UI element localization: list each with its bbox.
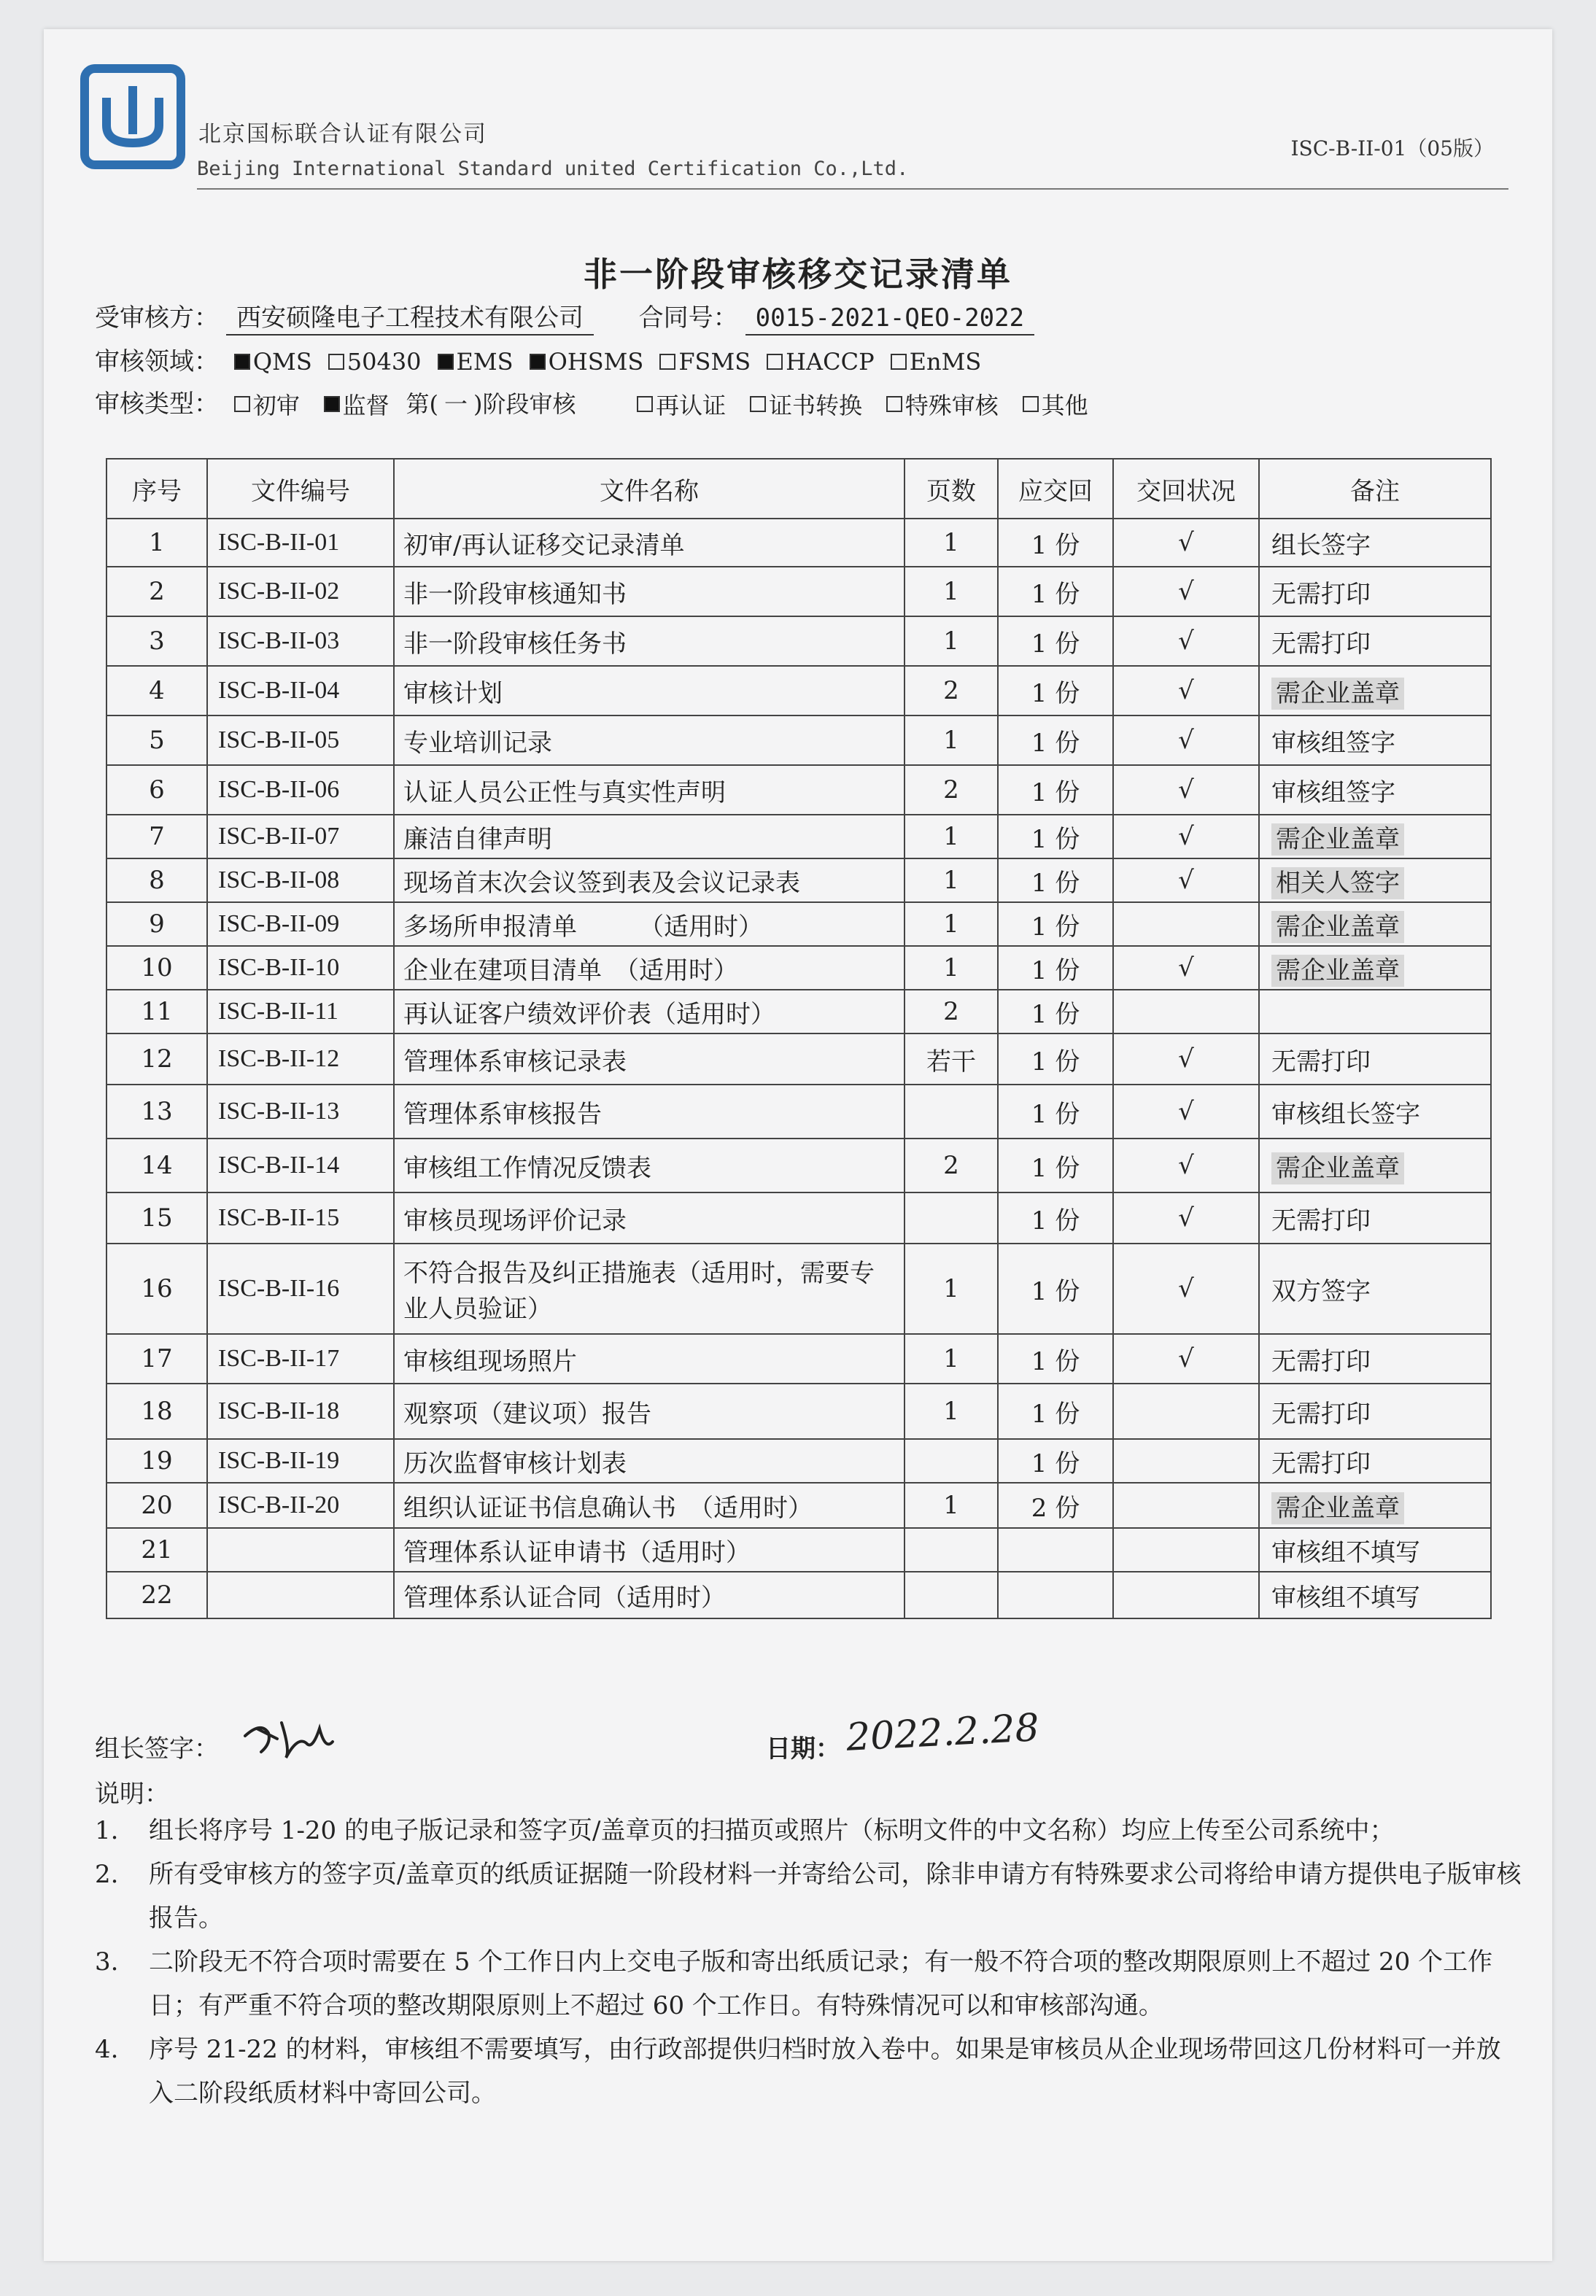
auditee-value: 西安硕隆电子工程技术有限公司 xyxy=(226,303,594,336)
table-row xyxy=(106,902,1491,946)
table-row xyxy=(106,1139,1491,1192)
return-status xyxy=(1113,1439,1259,1483)
return-status: √ xyxy=(1113,765,1259,815)
due-count: 1 份 xyxy=(998,765,1113,815)
remark-text: 需企业盖章 xyxy=(1271,823,1404,856)
row-number: 21 xyxy=(106,1528,207,1572)
page-count: 1 xyxy=(904,815,998,858)
contract-value: 0015-2021-QEO-2022 xyxy=(745,303,1034,336)
return-status: √ xyxy=(1113,666,1259,715)
due-count: 1 份 xyxy=(998,1384,1113,1439)
audit-fields-row xyxy=(95,341,997,377)
page-count xyxy=(904,1192,998,1244)
return-status: √ xyxy=(1113,567,1259,616)
document-name: 现场首末次会议签到表及会议记录表 xyxy=(394,858,904,902)
row-number: 14 xyxy=(106,1139,207,1192)
remark: 审核组不填写 xyxy=(1259,1528,1491,1572)
note-number: 2. xyxy=(95,1860,119,1889)
document-name: 审核员现场评价记录 xyxy=(394,1192,904,1244)
table-row xyxy=(106,567,1491,616)
row-number: 8 xyxy=(106,858,207,902)
document-code: ISC-B-II-06 xyxy=(207,765,394,815)
due-count: 1 份 xyxy=(998,946,1113,990)
type-other-checkbox[interactable]: 其他 xyxy=(1023,387,1088,421)
return-status xyxy=(1113,1572,1259,1618)
document-name: 再认证客户绩效评价表（适用时） xyxy=(394,990,904,1033)
table-row xyxy=(106,1085,1491,1139)
document-name: 非一阶段审核通知书 xyxy=(394,567,904,616)
document-name: 认证人员公正性与真实性声明 xyxy=(394,765,904,815)
column-header: 页数 xyxy=(904,459,998,519)
document-code: ISC-B-II-08 xyxy=(207,858,394,902)
row-number: 4 xyxy=(106,666,207,715)
remark xyxy=(1259,666,1491,715)
table-row xyxy=(106,946,1491,990)
table-row xyxy=(106,1192,1491,1244)
handwritten-signature xyxy=(239,1707,349,1765)
checkbox-checked-icon xyxy=(530,354,546,370)
table-row xyxy=(106,815,1491,858)
return-status xyxy=(1113,990,1259,1033)
due-count: 1 份 xyxy=(998,858,1113,902)
row-number: 1 xyxy=(106,519,207,567)
row-number: 22 xyxy=(106,1572,207,1618)
type-transfer-checkbox[interactable]: 证书转换 xyxy=(750,387,862,421)
auditee-row xyxy=(95,298,1034,333)
document-code: ISC-B-II-17 xyxy=(207,1334,394,1384)
document-code: ISC-B-II-09 xyxy=(207,902,394,946)
due-count: 1 份 xyxy=(998,1192,1113,1244)
table-row xyxy=(106,765,1491,815)
company-logo-icon xyxy=(80,64,185,169)
audit-types-label: 审核类型： xyxy=(95,389,219,419)
due-count: 1 份 xyxy=(998,1334,1113,1384)
column-header: 备注 xyxy=(1259,459,1491,519)
column-header: 序号 xyxy=(106,459,207,519)
note-item xyxy=(95,1940,1525,2028)
document-code: ISC-B-II-14 xyxy=(207,1139,394,1192)
page-count: 1 xyxy=(904,567,998,616)
remark xyxy=(1259,902,1491,946)
document-code: ISC-B-II-02 xyxy=(207,567,394,616)
remark-text: 需企业盖章 xyxy=(1271,1492,1404,1524)
document-code: ISC-B-II-07 xyxy=(207,815,394,858)
row-number: 9 xyxy=(106,902,207,946)
document-code: ISC-B-II-20 xyxy=(207,1483,394,1528)
column-header: 应交回 xyxy=(998,459,1113,519)
type-stage-field: 第( 一 )阶段审核 xyxy=(406,386,576,419)
document-name: 审核组工作情况反馈表 xyxy=(394,1139,904,1192)
document-title: 非一阶段审核移交记录清单 xyxy=(584,255,1012,294)
remark-text: 相关人签字 xyxy=(1271,867,1404,899)
notes-list xyxy=(95,1809,1525,2115)
return-status: √ xyxy=(1113,815,1259,858)
return-status: √ xyxy=(1113,1139,1259,1192)
company-name-cn: 北京国标联合认证有限公司 xyxy=(198,121,487,147)
document-code: ISC-B-II-10 xyxy=(207,946,394,990)
checkbox-checked-icon xyxy=(324,396,340,412)
page-count: 2 xyxy=(904,1139,998,1192)
document-code: ISC-B-II-15 xyxy=(207,1192,394,1244)
row-number: 6 xyxy=(106,765,207,815)
row-number: 3 xyxy=(106,616,207,666)
checkbox-empty-icon xyxy=(891,354,907,370)
column-header: 交回状况 xyxy=(1113,459,1259,519)
row-number: 17 xyxy=(106,1334,207,1384)
page-count: 2 xyxy=(904,666,998,715)
return-status: √ xyxy=(1113,1244,1259,1334)
row-number: 5 xyxy=(106,715,207,765)
remark-text: 需企业盖章 xyxy=(1271,911,1404,943)
table-row xyxy=(106,616,1491,666)
document-name: 审核组现场照片 xyxy=(394,1334,904,1384)
row-number: 12 xyxy=(106,1033,207,1085)
remark: 无需打印 xyxy=(1259,1334,1491,1384)
document-name: 初审/再认证移交记录清单 xyxy=(394,519,904,567)
document-name: 观察项（建议项）报告 xyxy=(394,1384,904,1439)
page-count: 1 xyxy=(904,858,998,902)
row-number: 20 xyxy=(106,1483,207,1528)
field-checkbox-ohsms[interactable]: OHSMS xyxy=(530,348,644,376)
remark: 无需打印 xyxy=(1259,567,1491,616)
document-name: 管理体系认证申请书（适用时） xyxy=(394,1528,904,1572)
column-header: 文件名称 xyxy=(394,459,904,519)
document-code xyxy=(207,1572,394,1618)
row-number: 7 xyxy=(106,815,207,858)
page-count: 1 xyxy=(904,1334,998,1384)
return-status: √ xyxy=(1113,616,1259,666)
document-name: 不符合报告及纠正措施表（适用时，需要专业人员验证） xyxy=(394,1244,904,1334)
return-status: √ xyxy=(1113,519,1259,567)
due-count xyxy=(998,1572,1113,1618)
document-name: 组织认证证书信息确认书 （适用时） xyxy=(394,1483,904,1528)
row-number: 10 xyxy=(106,946,207,990)
document-code: ISC-B-II-01 xyxy=(207,519,394,567)
checkbox-checked-icon xyxy=(438,354,454,370)
field-checkbox-qms[interactable]: QMS xyxy=(234,348,312,376)
checkbox-empty-icon xyxy=(767,354,783,370)
due-count: 1 份 xyxy=(998,715,1113,765)
page-count xyxy=(904,1085,998,1139)
table-row xyxy=(106,666,1491,715)
remark xyxy=(1259,1139,1491,1192)
document-name: 非一阶段审核任务书 xyxy=(394,616,904,666)
document-code: ISC-B-II-18 xyxy=(207,1384,394,1439)
return-status xyxy=(1113,1483,1259,1528)
return-status: √ xyxy=(1113,946,1259,990)
table-header-row xyxy=(106,459,1491,519)
table-row xyxy=(106,1528,1491,1572)
remark: 审核组签字 xyxy=(1259,715,1491,765)
table-row xyxy=(106,1384,1491,1439)
checkbox-empty-icon xyxy=(637,396,653,412)
table-row xyxy=(106,1439,1491,1483)
checkbox-empty-icon xyxy=(1023,396,1039,412)
notes-title: 说明： xyxy=(95,1780,169,1809)
due-count: 1 份 xyxy=(998,666,1113,715)
due-count: 1 份 xyxy=(998,990,1113,1033)
return-status xyxy=(1113,1528,1259,1572)
page-count: 2 xyxy=(904,765,998,815)
field-checkbox-50430[interactable]: 50430 xyxy=(328,348,422,376)
remark: 审核组长签字 xyxy=(1259,1085,1491,1139)
table-row xyxy=(106,1244,1491,1334)
page-count xyxy=(904,1528,998,1572)
audit-fields-label: 审核领域： xyxy=(95,347,219,376)
type-recert-checkbox[interactable]: 再认证 xyxy=(637,387,726,421)
page-count xyxy=(904,1439,998,1483)
document-name: 历次监督审核计划表 xyxy=(394,1439,904,1483)
document-code: ISC-B-II-19 xyxy=(207,1439,394,1483)
document-code: ISC-B-II-11 xyxy=(207,990,394,1033)
header-divider xyxy=(197,188,1508,190)
table-row xyxy=(106,1334,1491,1384)
document-name: 专业培训记录 xyxy=(394,715,904,765)
remark-text: 需企业盖章 xyxy=(1271,1152,1404,1184)
checkbox-empty-icon xyxy=(659,354,675,370)
document-code: ISC-B-II-05 xyxy=(207,715,394,765)
page-count: 1 xyxy=(904,519,998,567)
due-count: 1 份 xyxy=(998,902,1113,946)
checkbox-empty-icon xyxy=(750,396,766,412)
remark: 审核组签字 xyxy=(1259,765,1491,815)
transfer-record-table xyxy=(106,458,1492,1619)
document-name: 企业在建项目清单 （适用时） xyxy=(394,946,904,990)
note-text: 序号 21-22 的材料，审核组不需要填写，由行政部提供归档时放入卷中。如果是审核员从企业现场带回这几份材料可一并放入二阶段纸质材料中寄回公司。 xyxy=(149,2035,1501,2108)
return-status xyxy=(1113,902,1259,946)
page-count: 1 xyxy=(904,1483,998,1528)
due-count: 1 份 xyxy=(998,1033,1113,1085)
document-code: ISC-B-II-03 xyxy=(207,616,394,666)
auditee-label: 受审核方： xyxy=(95,303,219,333)
document-name: 多场所申报清单 （适用时） xyxy=(394,902,904,946)
remark xyxy=(1259,946,1491,990)
field-checkbox-enms[interactable]: EnMS xyxy=(891,348,982,376)
page-count: 1 xyxy=(904,715,998,765)
return-status: √ xyxy=(1113,858,1259,902)
note-item xyxy=(95,1853,1525,1940)
due-count: 1 份 xyxy=(998,616,1113,666)
document-name: 廉洁自律声明 xyxy=(394,815,904,858)
remark-text: 需企业盖章 xyxy=(1271,955,1404,987)
page-count: 若干 xyxy=(904,1033,998,1085)
type-surveillance-checkbox[interactable]: 监督 xyxy=(324,387,390,421)
checkbox-checked-icon xyxy=(234,354,250,370)
remark xyxy=(1259,990,1491,1033)
note-text: 二阶段无不符合项时需要在 5 个工作日内上交电子版和寄出纸质记录；有一般不符合项的整改期限原则上不超过 20 个工作日；有严重不符合项的整改期限原则上不超过 60 个工作日。有特殊情况可以和审核部沟通。 xyxy=(149,1947,1493,2020)
page-count: 1 xyxy=(904,1384,998,1439)
row-number: 15 xyxy=(106,1192,207,1244)
field-checkbox-haccp[interactable]: HACCP xyxy=(767,348,875,376)
table-row xyxy=(106,1033,1491,1085)
page-count xyxy=(904,1572,998,1618)
remark: 无需打印 xyxy=(1259,1192,1491,1244)
table-row xyxy=(106,858,1491,902)
remark xyxy=(1259,858,1491,902)
table-row xyxy=(106,519,1491,567)
stage-number: 一 xyxy=(443,390,468,418)
remark xyxy=(1259,1483,1491,1528)
due-count: 1 份 xyxy=(998,1439,1113,1483)
row-number: 16 xyxy=(106,1244,207,1334)
due-count: 1 份 xyxy=(998,567,1113,616)
page-count: 1 xyxy=(904,946,998,990)
note-text: 所有受审核方的签字页/盖章页的纸质证据随一阶段材料一并寄给公司，除非申请方有特殊要求公司将给申请方提供电子版审核报告。 xyxy=(149,1860,1522,1933)
leader-signature-label: 组长签字： xyxy=(95,1734,219,1764)
due-count: 2 份 xyxy=(998,1483,1113,1528)
checkbox-empty-icon xyxy=(886,396,902,412)
company-name-en: Beijing International Standard united Certification Co.,Ltd. xyxy=(197,158,909,180)
type-special-checkbox[interactable]: 特殊审核 xyxy=(886,387,999,421)
row-number: 18 xyxy=(106,1384,207,1439)
page-count: 2 xyxy=(904,990,998,1033)
contract-label: 合同号： xyxy=(638,303,738,333)
form-code: ISC-B-II-01（05版） xyxy=(1290,136,1494,160)
table-row xyxy=(106,1483,1491,1528)
return-status: √ xyxy=(1113,715,1259,765)
row-number: 2 xyxy=(106,567,207,616)
date-label: 日期： xyxy=(766,1734,840,1764)
note-number: 1. xyxy=(95,1816,119,1845)
field-checkbox-fsms[interactable]: FSMS xyxy=(659,348,751,376)
note-text: 组长将序号 1-20 的电子版记录和签字页/盖章页的扫描页或照片（标明文件的中文名称）均应上传至公司系统中； xyxy=(149,1816,1395,1845)
document-code: ISC-B-II-13 xyxy=(207,1085,394,1139)
due-count: 1 份 xyxy=(998,1139,1113,1192)
return-status: √ xyxy=(1113,1033,1259,1085)
remark: 无需打印 xyxy=(1259,1439,1491,1483)
page-count: 1 xyxy=(904,1244,998,1334)
table-row xyxy=(106,990,1491,1033)
document-code: ISC-B-II-04 xyxy=(207,666,394,715)
checkbox-empty-icon xyxy=(328,354,344,370)
due-count: 1 份 xyxy=(998,1085,1113,1139)
document-name: 管理体系认证合同（适用时） xyxy=(394,1572,904,1618)
remark xyxy=(1259,815,1491,858)
remark: 无需打印 xyxy=(1259,1384,1491,1439)
document-page xyxy=(44,29,1552,2261)
row-number: 11 xyxy=(106,990,207,1033)
page-count: 1 xyxy=(904,616,998,666)
checkbox-empty-icon xyxy=(234,396,250,412)
remark: 无需打印 xyxy=(1259,616,1491,666)
row-number: 13 xyxy=(106,1085,207,1139)
note-item xyxy=(95,1809,1525,1853)
page-count: 1 xyxy=(904,902,998,946)
row-number: 19 xyxy=(106,1439,207,1483)
table-row xyxy=(106,715,1491,765)
document-code: ISC-B-II-12 xyxy=(207,1033,394,1085)
due-count: 1 份 xyxy=(998,519,1113,567)
document-code: ISC-B-II-16 xyxy=(207,1244,394,1334)
remark: 无需打印 xyxy=(1259,1033,1491,1085)
due-count xyxy=(998,1528,1113,1572)
remark: 双方签字 xyxy=(1259,1244,1491,1334)
return-status: √ xyxy=(1113,1085,1259,1139)
field-checkbox-ems[interactable]: EMS xyxy=(438,348,514,376)
remark: 审核组不填写 xyxy=(1259,1572,1491,1618)
note-number: 4. xyxy=(95,2035,119,2064)
return-status: √ xyxy=(1113,1192,1259,1244)
note-item xyxy=(95,2028,1525,2115)
table-row xyxy=(106,1572,1491,1618)
due-count: 1 份 xyxy=(998,815,1113,858)
document-name: 审核计划 xyxy=(394,666,904,715)
audit-types-row xyxy=(95,384,1104,421)
date-value: 2022.2.28 xyxy=(845,1706,1041,1760)
note-number: 3. xyxy=(95,1947,119,1977)
document-name: 管理体系审核报告 xyxy=(394,1085,904,1139)
remark: 组长签字 xyxy=(1259,519,1491,567)
remark-text: 需企业盖章 xyxy=(1271,678,1404,710)
due-count: 1 份 xyxy=(998,1244,1113,1334)
return-status xyxy=(1113,1384,1259,1439)
column-header: 文件编号 xyxy=(207,459,394,519)
return-status: √ xyxy=(1113,1334,1259,1384)
type-initial-checkbox[interactable]: 初审 xyxy=(234,387,300,421)
document-code xyxy=(207,1528,394,1572)
document-name: 管理体系审核记录表 xyxy=(394,1033,904,1085)
